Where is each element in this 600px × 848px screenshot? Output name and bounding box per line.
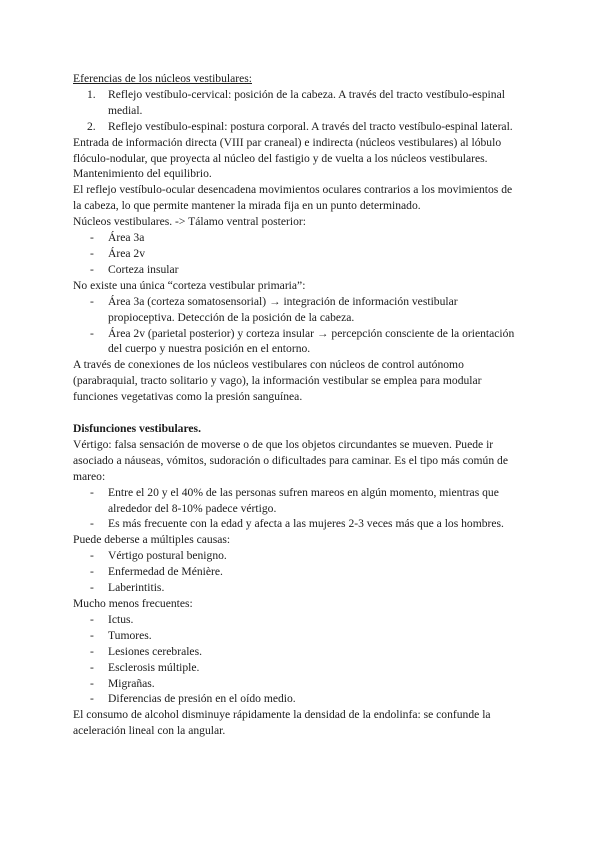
bullet-item [73,548,523,564]
list-item-text: Área 3a (corteza somatosensorial) → integración de información vestibular propioceptiva. Detección de la posición de la cabeza. [108,294,458,324]
dash-bullet: - [90,644,94,658]
list-number: 1. [87,87,96,101]
eferencias-list [73,87,523,135]
numbered-list-item [73,87,523,119]
vertigo-list [73,485,523,533]
document-page [73,71,523,739]
dash-bullet: - [90,262,94,276]
dash-bullet: - [90,565,94,579]
numbered-list-item [73,119,523,135]
list-item-text: Corteza insular [108,262,179,276]
list-item-text: Tumores. [108,628,152,642]
list-item-text: Ictus. [108,612,134,626]
list-item-text: Diferencias de presión en el oído medio. [108,692,296,706]
list-item-text: Enfermedad de Ménière. [108,565,223,579]
dash-bullet: - [90,660,94,674]
bullet-item [73,262,523,278]
paragraph-entrada: Entrada de información directa (VIII par craneal) e indirecta (núcleos vestibulares) al lóbulo flóculo-nodular, que proyecta al núcleo del fastigio y de vuelta a los núcleos vestibulares. Mantenimiento del equilibrio. [73,135,502,181]
list-item-text: Área 2v [108,246,146,260]
bullet-item [73,230,523,246]
bullet-item [73,246,523,262]
bullet-item [73,628,523,644]
list-item-text: Área 2v (parietal posterior) y corteza insular → percepción consciente de la orientación del cuerpo y nuestra posición en el entorno. [108,326,515,356]
dash-bullet: - [90,246,94,260]
corteza-list [73,294,523,358]
heading-disfunciones: Disfunciones vestibulares. [73,422,201,436]
bullet-item [73,660,523,676]
dash-bullet: - [90,628,94,642]
list-item-text: Reflejo vestíbulo-espinal: postura corporal. A través del tracto vestíbulo-espinal lateral. [108,119,513,133]
dash-bullet: - [90,692,94,706]
list-number: 2. [87,119,96,133]
dash-bullet: - [90,612,94,626]
bullet-item [73,516,523,532]
list-item-text: Es más frecuente con la edad y afecta a las mujeres 2-3 veces más que a los hombres. [108,517,504,531]
paragraph-alcohol: El consumo de alcohol disminuye rápidamente la densidad de la endolinfa: se confunde la aceleración lineal con la angular. [73,708,491,738]
dash-bullet: - [90,231,94,245]
list-item-text: Esclerosis múltiple. [108,660,200,674]
dash-bullet: - [90,549,94,563]
paragraph-causas: Puede deberse a múltiples causas: [73,533,231,547]
blank-line [73,405,523,421]
paragraph-control-autonomo: A través de conexiones de los núcleos vestibulares con núcleos de control autónomo (parabraquial, tracto solitario y vago), la información vestibular se emplea para modular funciones vegetativas como la presión sanguínea. [73,358,482,404]
dash-bullet: - [90,517,94,531]
dash-bullet: - [90,294,94,308]
causas-list [73,548,523,596]
bullet-item [73,691,523,707]
bullet-item [73,612,523,628]
paragraph-corteza-vestibular: No existe una única “corteza vestibular primaria”: [73,278,306,292]
paragraph-menos-frecuentes: Mucho menos frecuentes: [73,597,193,610]
dash-bullet: - [90,485,94,499]
infrecuentes-list [73,612,523,707]
bullet-item [73,485,523,517]
paragraph-vertigo: Vértigo: falsa sensación de moverse o de que los objetos circundantes se mueven. Puede ir asociado a náuseas, vómitos, sudoración o dificultades para caminar. Es el tipo más común de mareo: [73,437,508,483]
list-item-text: Reflejo vestíbulo-cervical: posición de la cabeza. A través del tracto vestíbulo-espinal medial. [108,87,505,117]
list-item-text: Laberintitis. [108,581,165,595]
list-item-text: Entre el 20 y el 40% de las personas sufren mareos en algún momento, mientras que alrededor del 8-10% padece vértigo. [108,485,499,515]
talamo-list [73,230,523,278]
bullet-item [73,564,523,580]
heading-eferencias: Eferencias de los núcleos vestibulares: [73,72,252,85]
bullet-item [73,644,523,660]
list-item-text: Migrañas. [108,676,155,690]
bullet-item [73,326,523,358]
bullet-item [73,580,523,596]
bullet-item [73,294,523,326]
list-item-text: Área 3a [108,231,145,245]
dash-bullet: - [90,581,94,595]
dash-bullet: - [90,676,94,690]
paragraph-talamo: Núcleos vestibulares. -> Tálamo ventral posterior: [73,215,306,229]
dash-bullet: - [90,326,94,340]
list-item-text: Lesiones cerebrales. [108,644,202,658]
bullet-item [73,676,523,692]
list-item-text: Vértigo postural benigno. [108,549,227,563]
paragraph-reflejo-vestibulo-ocular: El reflejo vestíbulo-ocular desencadena movimientos oculares contrarios a los movimientos de la cabeza, lo que permite mantener la mirada fija en un punto determinado. [73,183,513,213]
